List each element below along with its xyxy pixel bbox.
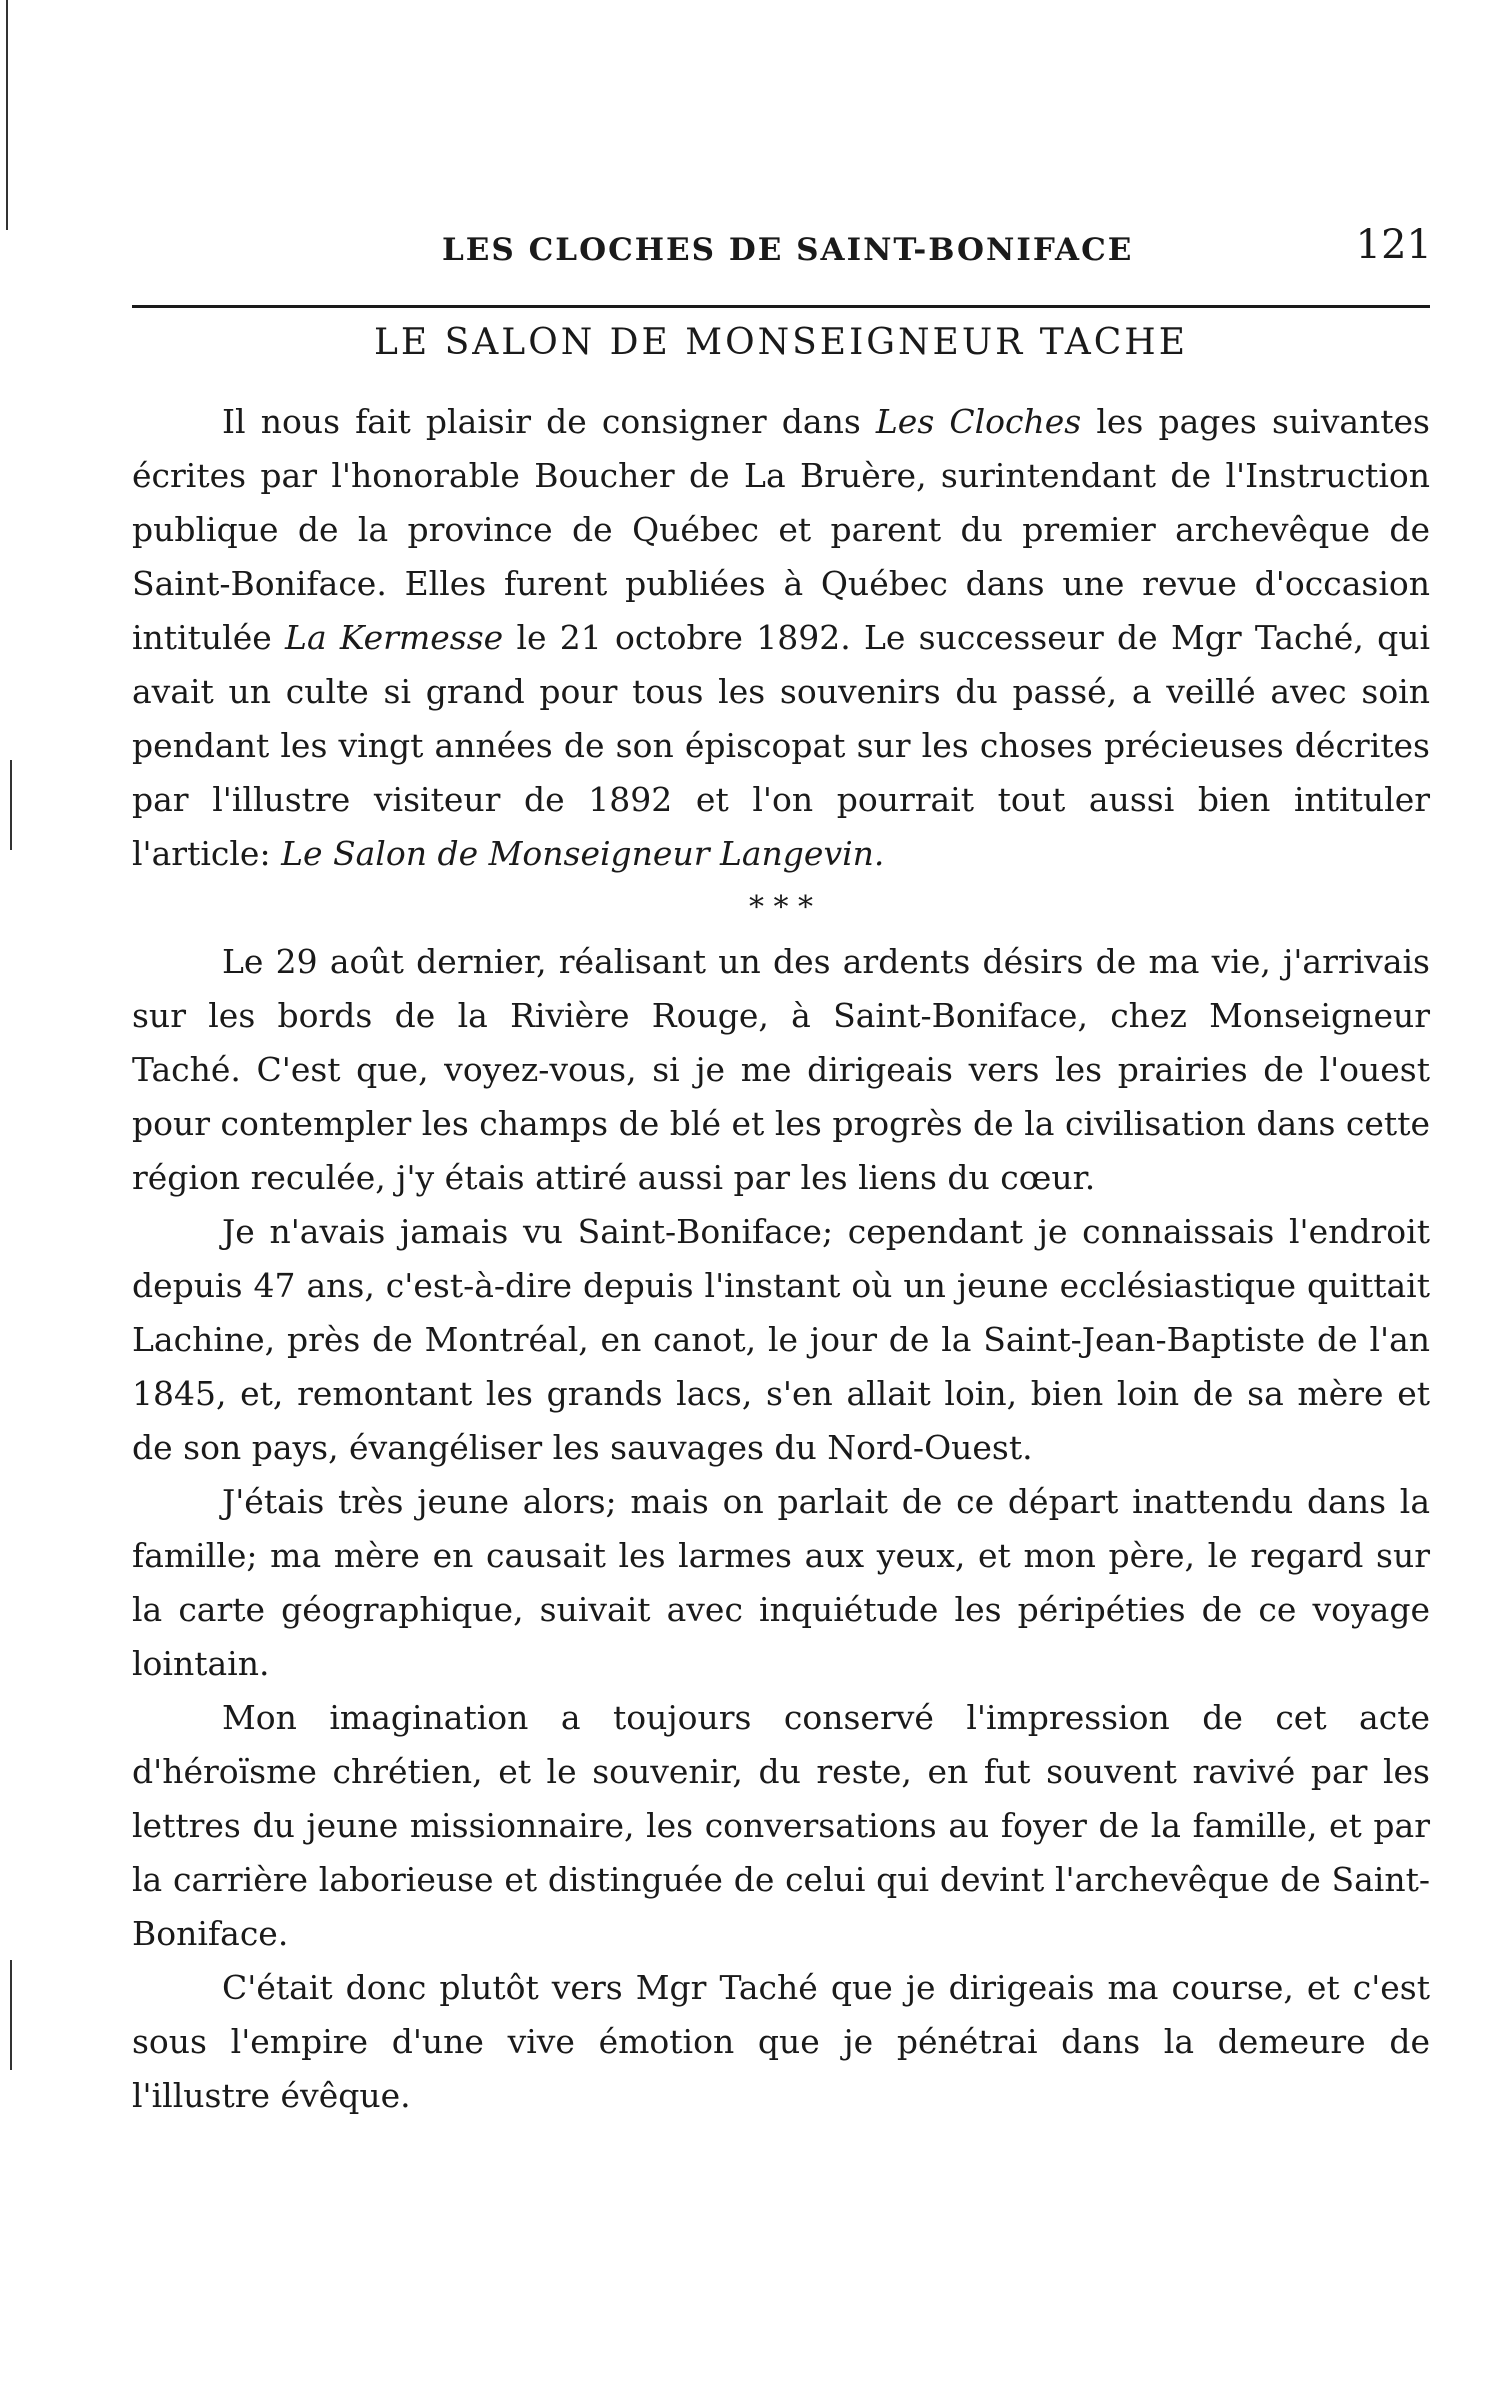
- margin-mark: [10, 760, 12, 850]
- running-title: LES CLOCHES DE SAINT-BONIFACE: [442, 232, 1134, 268]
- section-title: LE SALON DE MONSEIGNEUR TACHE: [374, 322, 1188, 363]
- page-number: 121: [1355, 222, 1432, 268]
- body-text: [132, 395, 1430, 2123]
- periodical-title-kermesse: La Kermesse: [285, 618, 504, 657]
- article-title-italic: Le Salon de Monseigneur Langevin.: [281, 834, 885, 873]
- margin-mark: [6, 0, 8, 230]
- header-rule: [132, 305, 1430, 308]
- paragraph: Je n'avais jamais vu Saint-Boniface; cependant je connaissais l'endroit depuis 47 ans, c'est-à-dire depuis l'instant où un jeune ecclésiastique quittait Lachine, près de Montréal, en canot, le jour de la Saint-Jean-Baptiste de l'an 1845, et, remontant les grands lacs, s'en allait loin, bien loin de sa mère et de son pays, évangéliser les sauvages du Nord-Ouest.: [132, 1212, 1430, 1467]
- margin-mark: [10, 1960, 12, 2070]
- intro-text-end: le 21 octobre 1892. Le successeur de Mgr Taché, qui avait un culte si grand pour tous les souvenirs du passé, a veillé avec soin pendant les vingt années de son épiscopat sur les choses précieuses décrites par l'illustre visiteur de 1892 et l'on pourrait tout aussi bien intituler l'article:: [132, 618, 1431, 873]
- paragraph: Le 29 août dernier, réalisant un des ardents désirs de ma vie, j'arrivais sur les bords de la Rivière Rouge, à Saint-Boniface, chez Monseigneur Taché. C'est que, voyez-vous, si je me dirigeais vers les prairies de l'ouest pour contempler les champs de blé et les progrès de la civilisation dans cette région reculée, j'y étais attiré aussi par les liens du cœur.: [132, 942, 1430, 1197]
- intro-text-start: Il nous fait plaisir de consigner dans: [222, 402, 876, 441]
- asterism: * * *: [748, 890, 814, 925]
- periodical-title-cloches: Les Cloches: [875, 402, 1082, 441]
- running-head: [132, 222, 1432, 282]
- intro-text-middle: les pages suivantes écrites par l'honorable Boucher de La Bruère, surintendant de l'Instruction publique de la province de Québec et parent du premier archevêque de Saint-Boniface. Elles furent publiées à Québec dans une revue d'occasion intitulée: [132, 402, 1430, 657]
- paragraph: J'étais très jeune alors; mais on parlait de ce départ inattendu dans la famille; ma mère en causait les larmes aux yeux, et mon père, le regard sur la carte géographique, suivait avec inquiétude les péripéties de ce voyage lointain.: [132, 1482, 1430, 1683]
- paragraph: C'était donc plutôt vers Mgr Taché que je dirigeais ma course, et c'est sous l'empire d'une vive émotion que je pénétrai dans la demeure de l'illustre évêque.: [132, 1968, 1430, 2115]
- paragraph-intro: [132, 395, 1430, 881]
- paragraph: Mon imagination a toujours conservé l'impression de cet acte d'héroïsme chrétien, et le souvenir, du reste, en fut souvent ravivé par les lettres du jeune missionnaire, les conversations au foyer de la famille, et par la carrière laborieuse et distinguée de celui qui devint l'archevêque de Saint-Boniface.: [132, 1698, 1430, 1953]
